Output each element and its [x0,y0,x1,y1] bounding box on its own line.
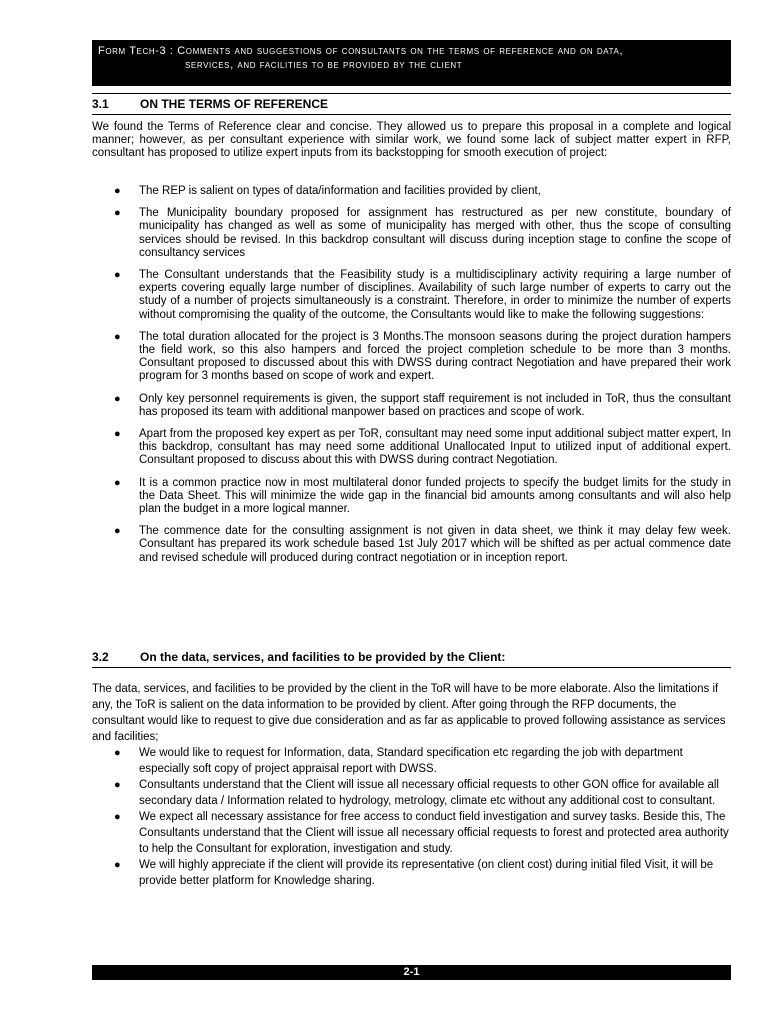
bullet-item [92,745,731,777]
bullet-item [92,477,731,517]
bullet-text: We will highly appreciate if the client will provide its representative (on client cost) during initial filed Visit, it will be provide better platform for Knowledge sharing. [139,859,714,887]
form-header-line-2: services, and facilities to be provided by the client [185,59,463,71]
bullet-icon: ● [114,525,121,538]
bullet-icon: ● [114,779,121,791]
bullet-text: We would like to request for Information, data, Standard specification etc regarding the job with department especially soft copy of project appraisal report with DWSS. [139,747,683,775]
bullet-item [92,393,731,419]
section-number: 3.2 [92,650,109,664]
bullet-text: Apart from the proposed key expert as per ToR, consultant may need some input additional subject matter expert, In this backdrop, consultant has may need some additional Unallocated Input to utilized input of additional expert. Consultant proposed to discuss about this with DWSS during contract Negotiation. [139,428,731,467]
bullet-icon: ● [114,207,121,220]
bullet-icon: ● [114,747,121,759]
bullet-text: The total duration allocated for the project is 3 Months.The monsoon seasons during the project duration hampers the field work, so this also hampers and forced the project completion schedule to be more than 3 months. Consultant proposed to discussed about this with DWSS during contract Negotiation and have prepared their work program for 3 months based on scope of work and expert. [139,330,731,383]
bullet-text: Only key personnel requirements is given, the support staff requirement is not included in ToR, thus the consultant has proposed its team with additional manpower based on practices and scope of work. [139,392,731,418]
bullet-text: We expect all necessary assistance for free access to conduct field investigation and survey tasks. Beside this, The Consultants understand that the Client will issue all necessary official requests to forest and protected area authority to help the Consultant for exploration, investigation and study. [139,811,729,855]
section-title: On the data, services, and facilities to be provided by the Client: [140,650,506,664]
section-3-2-intro: The data, services, and facilities to be provided by the client in the ToR will have to be more elaborate. Also the limitations if any, the ToR is salient on the data information to be provided by client. After going through the RFP documents, the consultant would like to request to give due consideration and as far as applicable to proved following assistance as services and facilities; [92,683,726,743]
bullet-text: It is a common practice now in most multilateral donor funded projects to specify the budget limits for the study in the Data Sheet. This will minimize the wide gap in the financial bid amounts among consultants and will also help plan the budget in a more logical manner. [139,476,731,516]
bullet-item [92,207,731,260]
bullet-icon: ● [114,330,121,343]
section-3-1-bullet-list [92,185,731,574]
bullet-text: The Consultant understands that the Feasibility study is a multidisciplinary activity requiring a large number of experts covering equally large number of disciplines. Availability of such large number of experts to carry out the study of a number of projects simultaneously is a constraint. Therefore, in order to minimize the number of experts without compromising the quality of the outcome, the Consultants would like to make the following suggestions: [139,269,731,321]
bullet-text: The commence date for the consulting assignment is not given in data sheet, we think it may delay few week. Consultant has prepared its work schedule based 1st July 2017 which will be shifted as per actual commence date and revised schedule will produced during contract negotiation or in inception report. [139,525,731,564]
page-footer [92,965,731,980]
bullet-icon: ● [114,476,121,489]
bullet-text: The Municipality boundary proposed for assignment has restructured as per new constitute, boundary of municipality has changed as well as some of municipality has merged with other, thus the scope of consulting services should be revised. In this backdrop consultant will discuss during inception stage to confine the scope of consultancy services [139,207,731,259]
bullet-icon: ● [114,392,121,405]
bullet-text: The REP is salient on types of data/information and facilities provided by client, [139,185,541,197]
bullet-item [92,525,731,565]
bullet-text: Consultants understand that the Client will issue all necessary official requests to other GON office for available all secondary data / Information related to hydrology, metrology, climate etc without any additional cost to consultant. [139,779,719,807]
bullet-icon: ● [114,811,121,823]
bullet-item [92,269,731,322]
section-3-2-bullet-list [92,745,731,889]
bullet-item [92,331,731,384]
section-3-1-intro: We found the Terms of Reference clear and concise. They allowed us to prepare this proposal in a complete and logical manner; however, as per consultant experience with similar work, we found some lack of subject matter expert in RFP, consultant has proposed to utilize expert inputs from its backstopping for smooth execution of project: [92,121,731,160]
bullet-icon: ● [114,859,121,871]
bullet-item [92,428,731,468]
section-3-2-heading [92,650,731,668]
bullet-icon: ● [114,185,121,197]
bullet-item [92,777,731,809]
section-number: 3.1 [92,97,109,111]
bullet-item [92,857,731,889]
page-number: 2-1 [403,966,420,978]
section-3-1-heading [92,97,731,115]
bullet-icon: ● [114,428,121,441]
bullet-item [92,809,731,857]
form-header [92,40,731,86]
section-title: ON THE TERMS OF REFERENCE [140,97,329,111]
form-header-line-1: Form Tech-3 : Comments and suggestions of consultants on the terms of reference and on data, [98,45,624,57]
bullet-item [92,185,731,198]
bullet-icon: ● [114,269,121,282]
